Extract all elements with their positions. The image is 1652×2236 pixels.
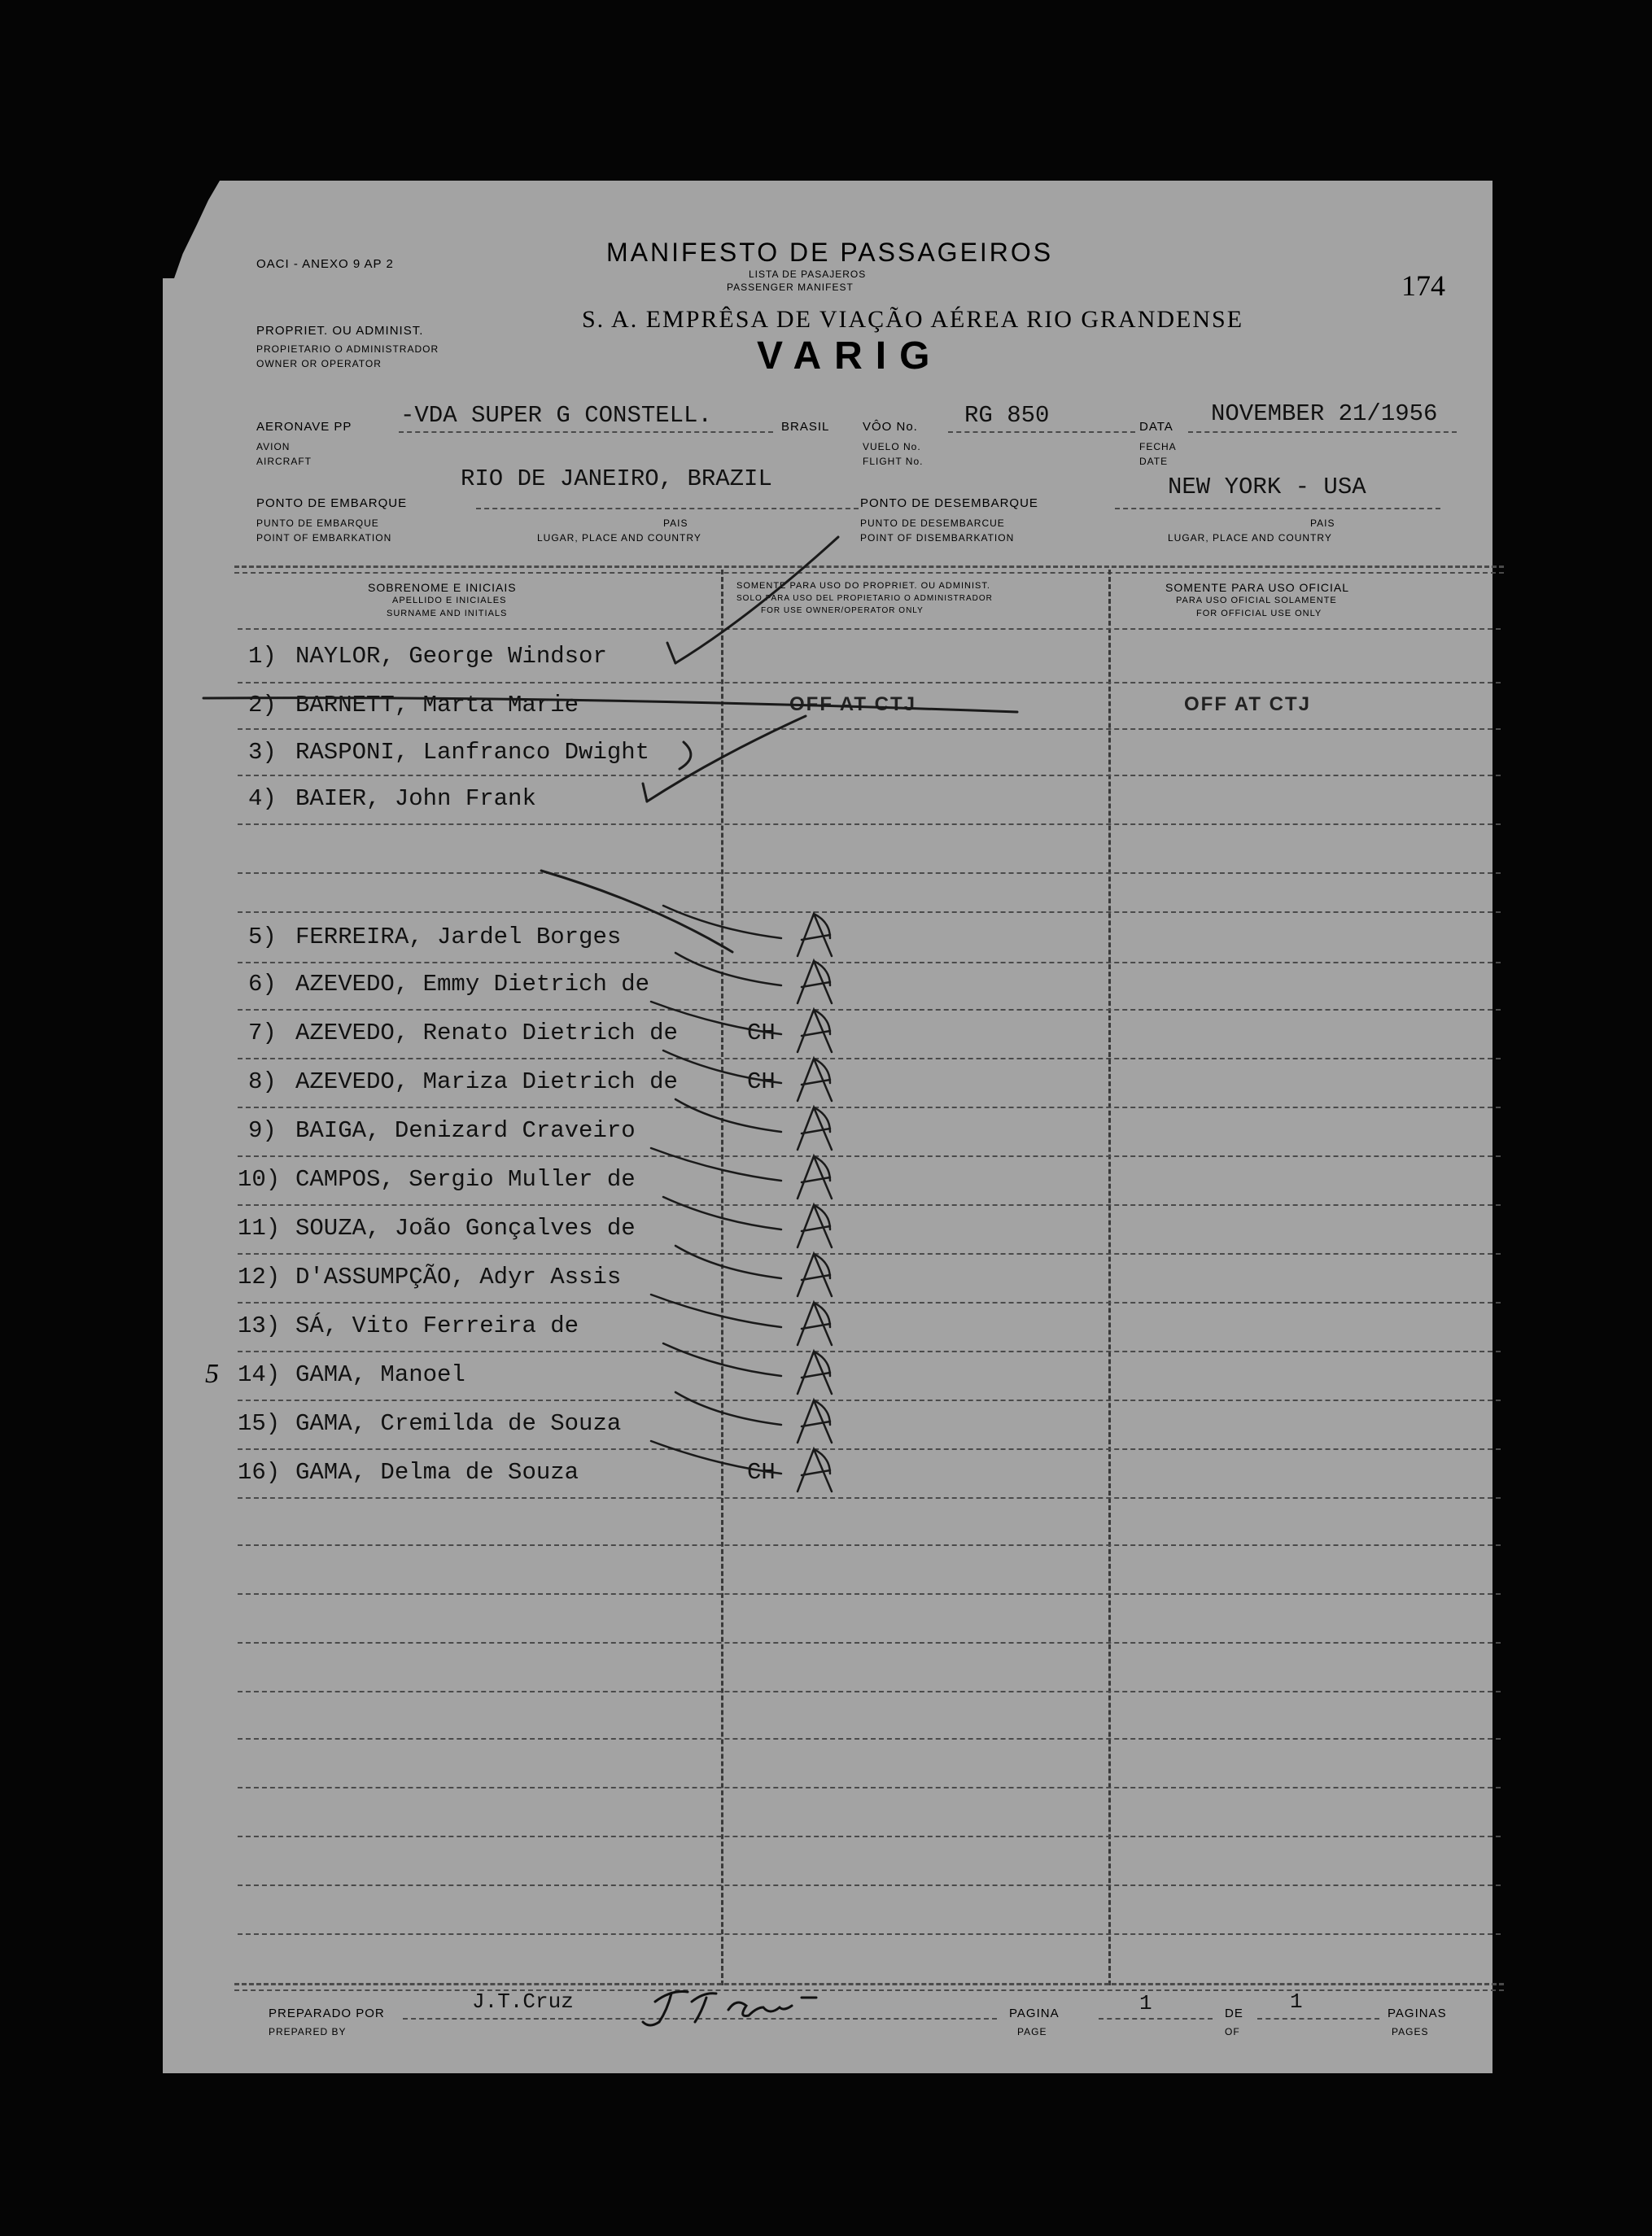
- aircraft-label-en: AIRCRAFT: [256, 456, 312, 467]
- passenger-number: 1): [248, 643, 277, 670]
- owner-label-pt: PROPRIET. OU ADMINIST.: [256, 324, 424, 338]
- passenger-name: SÁ, Vito Ferreira de: [295, 1312, 579, 1339]
- aircraft-value: -VDA SUPER G CONSTELL.: [400, 402, 712, 429]
- col1-header-en: SURNAME AND INITIALS: [387, 609, 508, 618]
- passenger-number: 4): [248, 785, 277, 812]
- passenger-number: 8): [248, 1068, 277, 1095]
- title-spanish: LISTA DE PASAJEROS: [749, 269, 867, 280]
- passenger-number: 11): [238, 1215, 281, 1242]
- flight-label-en: FLIGHT No.: [863, 456, 924, 467]
- prepared-label: PREPARADO POR: [269, 2007, 385, 2020]
- embark-value: RIO DE JANEIRO, BRAZIL: [461, 465, 772, 492]
- passenger-number: 6): [248, 971, 277, 998]
- pages-label: PAGINAS: [1388, 2007, 1447, 2020]
- date-label-es: FECHA: [1139, 441, 1177, 452]
- passenger-name: GAMA, Manoel: [295, 1361, 465, 1388]
- passenger-name: BAIER, John Frank: [295, 785, 536, 812]
- date-value: NOVEMBER 21/1956: [1211, 400, 1438, 427]
- passenger-name: AZEVEDO, Emmy Dietrich de: [295, 971, 650, 998]
- flight-label-es: VUELO No.: [863, 441, 921, 452]
- owner-label-en: OWNER OR OPERATOR: [256, 358, 382, 369]
- passenger-name: SOUZA, João Gonçalves de: [295, 1215, 636, 1242]
- prepared-value: J.T.Cruz: [472, 1989, 574, 2014]
- disembark-label-es: PUNTO DE DESEMBARCUE: [860, 518, 1005, 529]
- flight-label: VÔO No.: [863, 420, 918, 434]
- col2-header-en: FOR USE OWNER/OPERATOR ONLY: [761, 606, 924, 615]
- passenger-number: 2): [248, 692, 277, 718]
- disembark-sub-en: LUGAR, PLACE AND COUNTRY: [1168, 532, 1332, 544]
- passenger-name: BARNETT, Marta Marie: [295, 692, 579, 718]
- col2-header: SOMENTE PARA USO DO PROPRIET. OU ADMINIST.: [736, 581, 990, 591]
- col3-header-es: PARA USO OFICIAL SOLAMENTE: [1176, 596, 1337, 605]
- aircraft-label-es: AVION: [256, 441, 291, 452]
- disembark-label: PONTO DE DESEMBARQUE: [860, 496, 1038, 510]
- passenger-name: D'ASSUMPÇÃO, Adyr Assis: [295, 1264, 622, 1291]
- title-english: PASSENGER MANIFEST: [727, 282, 854, 293]
- disembark-sub-es: PAIS: [1310, 518, 1335, 529]
- col2-header-es: SOLO PARA USO DEL PROPIETARIO O ADMINISTRADOR: [736, 594, 993, 603]
- passenger-number: 12): [238, 1264, 281, 1291]
- owner-note: CH: [747, 1020, 776, 1046]
- embark-label-es: PUNTO DE EMBARQUE: [256, 518, 379, 529]
- of-label: DE: [1225, 2007, 1243, 2020]
- passenger-name: GAMA, Cremilda de Souza: [295, 1410, 622, 1437]
- passenger-name: GAMA, Delma de Souza: [295, 1459, 579, 1486]
- passenger-name: FERREIRA, Jardel Borges: [295, 924, 622, 950]
- passenger-name: NAYLOR, George Windsor: [295, 643, 607, 670]
- col1-header: SOBRENOME E INICIAIS: [368, 581, 517, 594]
- passenger-name: BAIGA, Denizard Craveiro: [295, 1117, 636, 1144]
- passenger-name: AZEVEDO, Mariza Dietrich de: [295, 1068, 678, 1095]
- date-label: DATA: [1139, 420, 1173, 434]
- passenger-number: 10): [238, 1166, 281, 1193]
- brand-logo: VARIG: [757, 334, 943, 378]
- page-value: 1: [1139, 1991, 1152, 2015]
- embark-label: PONTO DE EMBARQUE: [256, 496, 408, 510]
- passenger-number: 16): [238, 1459, 281, 1486]
- of-label-en: OF: [1225, 2026, 1240, 2037]
- passenger-number: 14): [238, 1361, 281, 1388]
- passenger-number: 9): [248, 1117, 277, 1144]
- country-label: BRASIL: [781, 420, 830, 434]
- disembark-value: NEW YORK - USA: [1168, 474, 1366, 500]
- owner-note: CH: [747, 1459, 776, 1486]
- passenger-name: CAMPOS, Sergio Muller de: [295, 1166, 636, 1193]
- aircraft-label: AERONAVE PP: [256, 420, 352, 434]
- page-label: PAGINA: [1009, 2007, 1060, 2020]
- prepared-label-en: PREPARED BY: [269, 2026, 347, 2037]
- flight-number-value: RG 850: [964, 402, 1050, 429]
- pages-label-en: PAGES: [1392, 2026, 1429, 2037]
- company-name: S. A. EMPRÊSA DE VIAÇÃO AÉREA RIO GRANDENSE: [582, 306, 1244, 333]
- date-label-en: DATE: [1139, 456, 1169, 467]
- owner-note: OFF AT CTJ: [789, 693, 916, 715]
- owner-note: CH: [747, 1068, 776, 1095]
- disembark-label-en: POINT OF DISEMBARKATION: [860, 532, 1015, 544]
- col1-header-es: APELLIDO E INICIALES: [392, 596, 507, 605]
- owner-label-es: PROPIETARIO O ADMINISTRADOR: [256, 343, 439, 355]
- page-number: 174: [1401, 269, 1445, 302]
- document-title: MANIFESTO DE PASSAGEIROS: [606, 238, 1054, 267]
- passenger-number: 5): [248, 924, 277, 950]
- oaci-reference: OACI - ANEXO 9 AP 2: [256, 257, 394, 271]
- passenger-number: 15): [238, 1410, 281, 1437]
- passenger-number: 3): [248, 739, 277, 766]
- official-note: OFF AT CTJ: [1184, 693, 1311, 715]
- embark-sub-en: LUGAR, PLACE AND COUNTRY: [537, 532, 701, 544]
- passenger-name: RASPONI, Lanfranco Dwight: [295, 739, 650, 766]
- page-label-en: PAGE: [1017, 2026, 1047, 2037]
- margin-note: 5: [205, 1359, 219, 1389]
- passenger-number: 13): [238, 1312, 281, 1339]
- passenger-number: 7): [248, 1020, 277, 1046]
- passenger-name: AZEVEDO, Renato Dietrich de: [295, 1020, 678, 1046]
- embark-sub-es: PAIS: [663, 518, 688, 529]
- embark-label-en: POINT OF EMBARKATION: [256, 532, 392, 544]
- col3-header-en: FOR OFFICIAL USE ONLY: [1196, 609, 1322, 618]
- col3-header: SOMENTE PARA USO OFICIAL: [1165, 581, 1350, 594]
- of-value: 1: [1290, 1989, 1303, 2014]
